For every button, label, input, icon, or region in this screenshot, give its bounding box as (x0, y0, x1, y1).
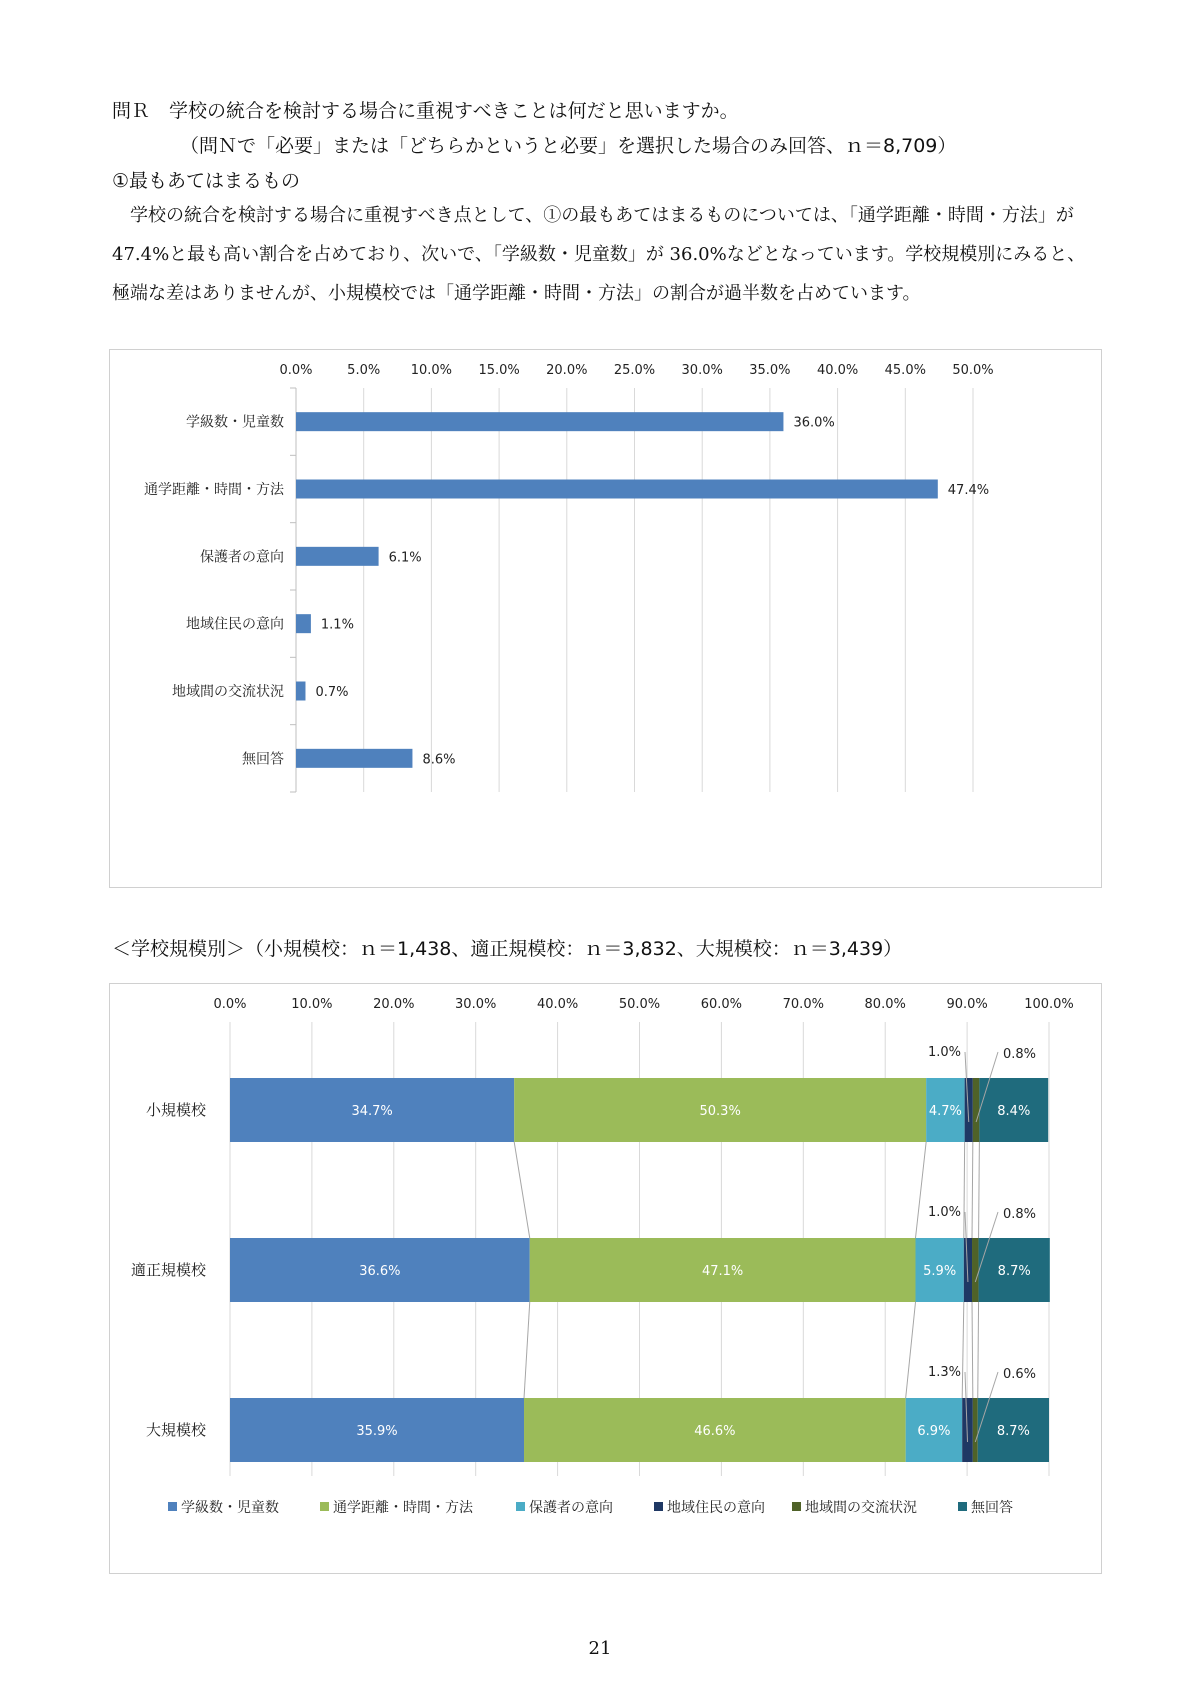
series-connector-line (964, 1142, 965, 1238)
x-tick-label: 40.0% (536, 997, 579, 1012)
bar-segment (965, 1078, 973, 1142)
x-tick-label: 50.0% (952, 363, 994, 378)
data-label: 47.1% (701, 1264, 744, 1279)
data-label: 6.1% (388, 550, 422, 566)
category-label: 保護者の意向 (200, 549, 284, 566)
legend-label: 通学距離・時間・方法 (333, 1500, 473, 1516)
legend-swatch (320, 1502, 329, 1511)
x-tick-label: 45.0% (884, 363, 926, 378)
data-label: 47.4% (947, 483, 990, 498)
x-tick-label: 25.0% (613, 363, 656, 378)
bar (296, 749, 412, 768)
x-tick-label: 40.0% (816, 363, 859, 378)
x-tick-label: 70.0% (782, 997, 824, 1012)
series-connector-line (972, 1142, 973, 1238)
bar (296, 614, 311, 633)
x-tick-label: 50.0% (618, 997, 661, 1012)
data-label: 0.6% (1003, 1367, 1037, 1382)
legend-label: 学級数・児童数 (181, 1500, 279, 1516)
series-connector-line (962, 1302, 964, 1398)
series-connector-line (514, 1142, 530, 1238)
bar (296, 480, 938, 499)
series-connector-line (972, 1302, 973, 1398)
legend-swatch (168, 1502, 177, 1511)
bar-segment (973, 1398, 978, 1462)
data-label: 1.0% (927, 1045, 961, 1060)
x-tick-label: 0.0% (279, 363, 313, 378)
category-label: 通学距離・時間・方法 (144, 482, 284, 498)
data-label: 0.8% (1003, 1207, 1037, 1222)
series-connector-line (916, 1142, 927, 1238)
series-connector-line (524, 1302, 530, 1398)
data-label: 8.7% (997, 1264, 1031, 1279)
bar-segment (973, 1078, 980, 1142)
category-label: 地域間の交流状況 (172, 684, 284, 700)
data-label: 50.3% (699, 1104, 741, 1119)
legend-label: 地域住民の意向 (667, 1500, 765, 1516)
category-label: 大規模校 (145, 1421, 206, 1439)
bar (296, 412, 783, 431)
bar (296, 547, 379, 566)
x-tick-label: 35.0% (749, 363, 791, 378)
category-label: 無回答 (242, 751, 284, 768)
data-label: 1.0% (927, 1205, 961, 1220)
stacked-bar-chart (109, 983, 1102, 1574)
legend-label: 地域間の交流状況 (805, 1500, 917, 1516)
data-label: 36.0% (793, 415, 835, 431)
legend-swatch (516, 1502, 525, 1511)
overall-bar-chart (109, 349, 1102, 888)
x-tick-label: 100.0% (1024, 997, 1074, 1012)
question-item: ①最もあてはまるもの (112, 170, 301, 192)
stacked-bar-chart-svg (110, 984, 1101, 1573)
data-label: 1.1% (320, 617, 354, 633)
data-label: 46.6% (694, 1424, 736, 1439)
data-label: 0.8% (1003, 1047, 1037, 1062)
category-label: 地域住民の意向 (186, 616, 284, 633)
x-tick-label: 80.0% (864, 997, 906, 1012)
x-tick-label: 0.0% (213, 997, 247, 1012)
page-number: 21 (588, 1638, 612, 1659)
x-tick-label: 20.0% (546, 363, 588, 378)
data-label: 6.9% (917, 1424, 951, 1439)
body-paragraph: 学校の統合を検討する場合に重視すべき点として、①の最もあてはまるものについては、「通学距離・時間・方法」が 47.4%と最も高い割合を占めており、次いで、「学級数・児童数」が 36.0%などとなっています。学校規模別にみると、極端な差はありませんが、小規模校では「通学距離・時間・方法」の割合が過半数を占めています。 (112, 205, 1086, 304)
data-label: 0.7% (315, 685, 349, 700)
bar (296, 682, 305, 701)
x-tick-label: 30.0% (455, 997, 497, 1012)
overall-bar-chart-svg (110, 350, 1101, 887)
x-tick-label: 30.0% (681, 363, 723, 378)
x-tick-label: 90.0% (946, 997, 988, 1012)
legend-label: 保護者の意向 (529, 1500, 613, 1516)
data-label: 35.9% (356, 1424, 398, 1439)
x-tick-label: 10.0% (291, 997, 333, 1012)
data-label: 4.7% (928, 1104, 962, 1119)
x-tick-label: 5.0% (347, 363, 381, 378)
bar-segment (972, 1238, 979, 1302)
data-label: 8.7% (996, 1424, 1030, 1439)
x-tick-label: 60.0% (700, 997, 743, 1012)
x-tick-label: 15.0% (478, 363, 520, 378)
section-by-school-size-title: ＜学校規模別＞（小規模校：ｎ＝1,438、適正規模校：ｎ＝3,832、大規模校：ｎ＝3,439） (112, 938, 903, 960)
legend-swatch (792, 1502, 801, 1511)
data-label: 5.9% (923, 1264, 957, 1279)
category-label: 小規模校 (145, 1101, 206, 1119)
legend-swatch (958, 1502, 967, 1511)
x-tick-label: 20.0% (373, 997, 415, 1012)
legend-label: 無回答 (971, 1500, 1013, 1516)
data-label: 36.6% (359, 1264, 401, 1279)
question-subtitle: （問Ｎで「必要」または「どちらかというと必要」を選択した場合のみ回答、ｎ＝8,709） (180, 135, 957, 157)
category-label: 適正規模校 (130, 1261, 206, 1279)
series-connector-line (978, 1302, 979, 1398)
data-label: 8.4% (997, 1104, 1031, 1119)
question-title: 問Ｒ 学校の統合を検討する場合に重視すべきことは何だと思いますか。 (112, 100, 739, 122)
data-label: 34.7% (351, 1104, 393, 1119)
series-connector-line (979, 1142, 980, 1238)
legend-swatch (654, 1502, 663, 1511)
data-label: 1.3% (927, 1365, 961, 1380)
series-connector-line (906, 1302, 916, 1398)
x-tick-label: 10.0% (410, 363, 453, 378)
data-label: 8.6% (422, 752, 456, 768)
category-label: 学級数・児童数 (186, 414, 284, 431)
